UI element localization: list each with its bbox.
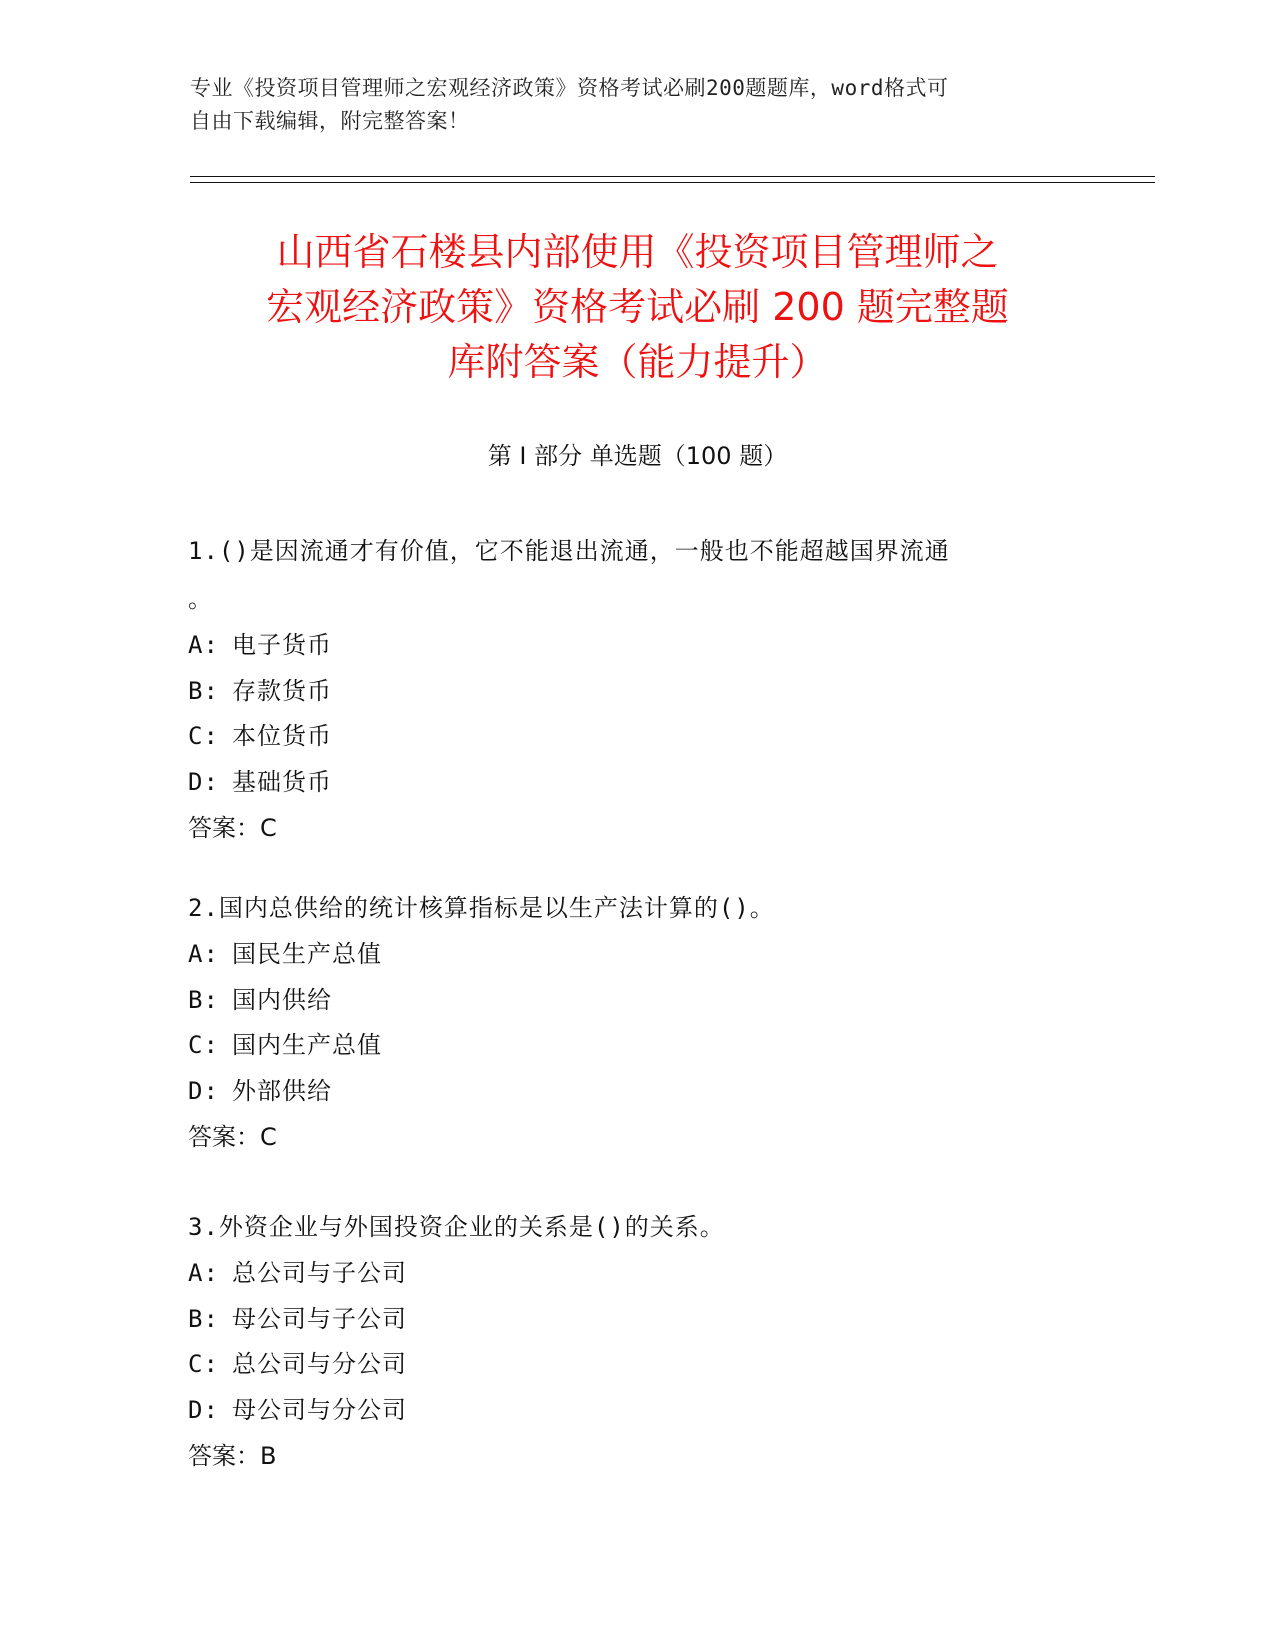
header-divider-top <box>190 176 1155 177</box>
option-text: 母公司与子公司 <box>232 1304 407 1333</box>
option-letter: D: <box>188 767 219 796</box>
answer <box>188 1114 1088 1160</box>
option-text: 国内生产总值 <box>232 1031 382 1059</box>
option-b <box>188 669 1088 715</box>
answer-value: C <box>260 1123 277 1151</box>
option-d <box>188 760 1088 806</box>
header-note-line-2: 自由下载编辑，附完整答案！ <box>190 109 470 133</box>
option-letter: B: <box>188 676 219 705</box>
option-text: 外部供给 <box>232 1076 332 1105</box>
question-text-line: 1.()是因流通才有价值，它不能退出流通，一般也不能超越国界流通 <box>188 537 950 565</box>
option-c <box>188 714 1088 760</box>
question-text <box>188 527 1088 623</box>
option-text: 母公司与分公司 <box>232 1395 407 1424</box>
document-title <box>190 225 1085 390</box>
option-c <box>188 1023 1088 1069</box>
option-letter: A: <box>188 631 219 659</box>
option-b <box>188 978 1088 1024</box>
answer <box>188 805 1088 851</box>
option-letter: C: <box>188 1350 219 1378</box>
option-letter: C: <box>188 1031 219 1059</box>
answer-label: 答案： <box>188 1123 260 1151</box>
option-text: 总公司与分公司 <box>232 1350 407 1378</box>
question-2 <box>188 884 1088 1160</box>
answer-value: C <box>260 814 277 842</box>
option-text: 存款货币 <box>232 676 332 705</box>
document-title-line-3: 库附答案（能力提升） <box>447 340 828 384</box>
question-3 <box>188 1203 1088 1479</box>
option-c <box>188 1342 1088 1388</box>
option-text: 电子货币 <box>232 631 332 659</box>
question-text: 3.外资企业与外国投资企业的关系是()的关系。 <box>188 1213 725 1241</box>
question-1 <box>188 527 1088 851</box>
header-note-line-1: 专业《投资项目管理师之宏观经济政策》资格考试必刷200题题库，word格式可 <box>190 76 949 100</box>
document-title-line-2: 宏观经济政策》资格考试必刷 200 题完整题 <box>266 285 1009 329</box>
option-text: 国内供给 <box>232 985 332 1014</box>
option-text: 总公司与子公司 <box>232 1259 407 1287</box>
document-title-line-1: 山西省石楼县内部使用《投资项目管理师之 <box>276 230 999 274</box>
answer <box>188 1433 1088 1479</box>
option-d <box>188 1388 1088 1434</box>
option-a <box>188 623 1088 669</box>
option-a <box>188 932 1088 978</box>
option-text: 基础货币 <box>232 767 332 796</box>
option-letter: D: <box>188 1395 219 1424</box>
answer-label: 答案： <box>188 1442 260 1470</box>
question-text-tail: 。 <box>188 585 213 613</box>
header-note <box>190 72 1090 138</box>
option-text: 国民生产总值 <box>232 940 382 968</box>
option-letter: B: <box>188 985 219 1014</box>
option-letter: A: <box>188 940 219 968</box>
option-letter: B: <box>188 1304 219 1333</box>
option-b <box>188 1297 1088 1343</box>
option-letter: A: <box>188 1259 219 1287</box>
option-a <box>188 1251 1088 1297</box>
option-letter: C: <box>188 722 219 750</box>
header-divider-bottom <box>190 182 1155 183</box>
option-text: 本位货币 <box>232 722 332 750</box>
section-title: 第 I 部分 单选题（100 题） <box>487 442 788 470</box>
option-d <box>188 1069 1088 1115</box>
option-letter: D: <box>188 1076 219 1105</box>
question-text: 2.国内总供给的统计核算指标是以生产法计算的()。 <box>188 894 775 922</box>
answer-label: 答案： <box>188 814 260 842</box>
answer-value: B <box>260 1442 277 1470</box>
